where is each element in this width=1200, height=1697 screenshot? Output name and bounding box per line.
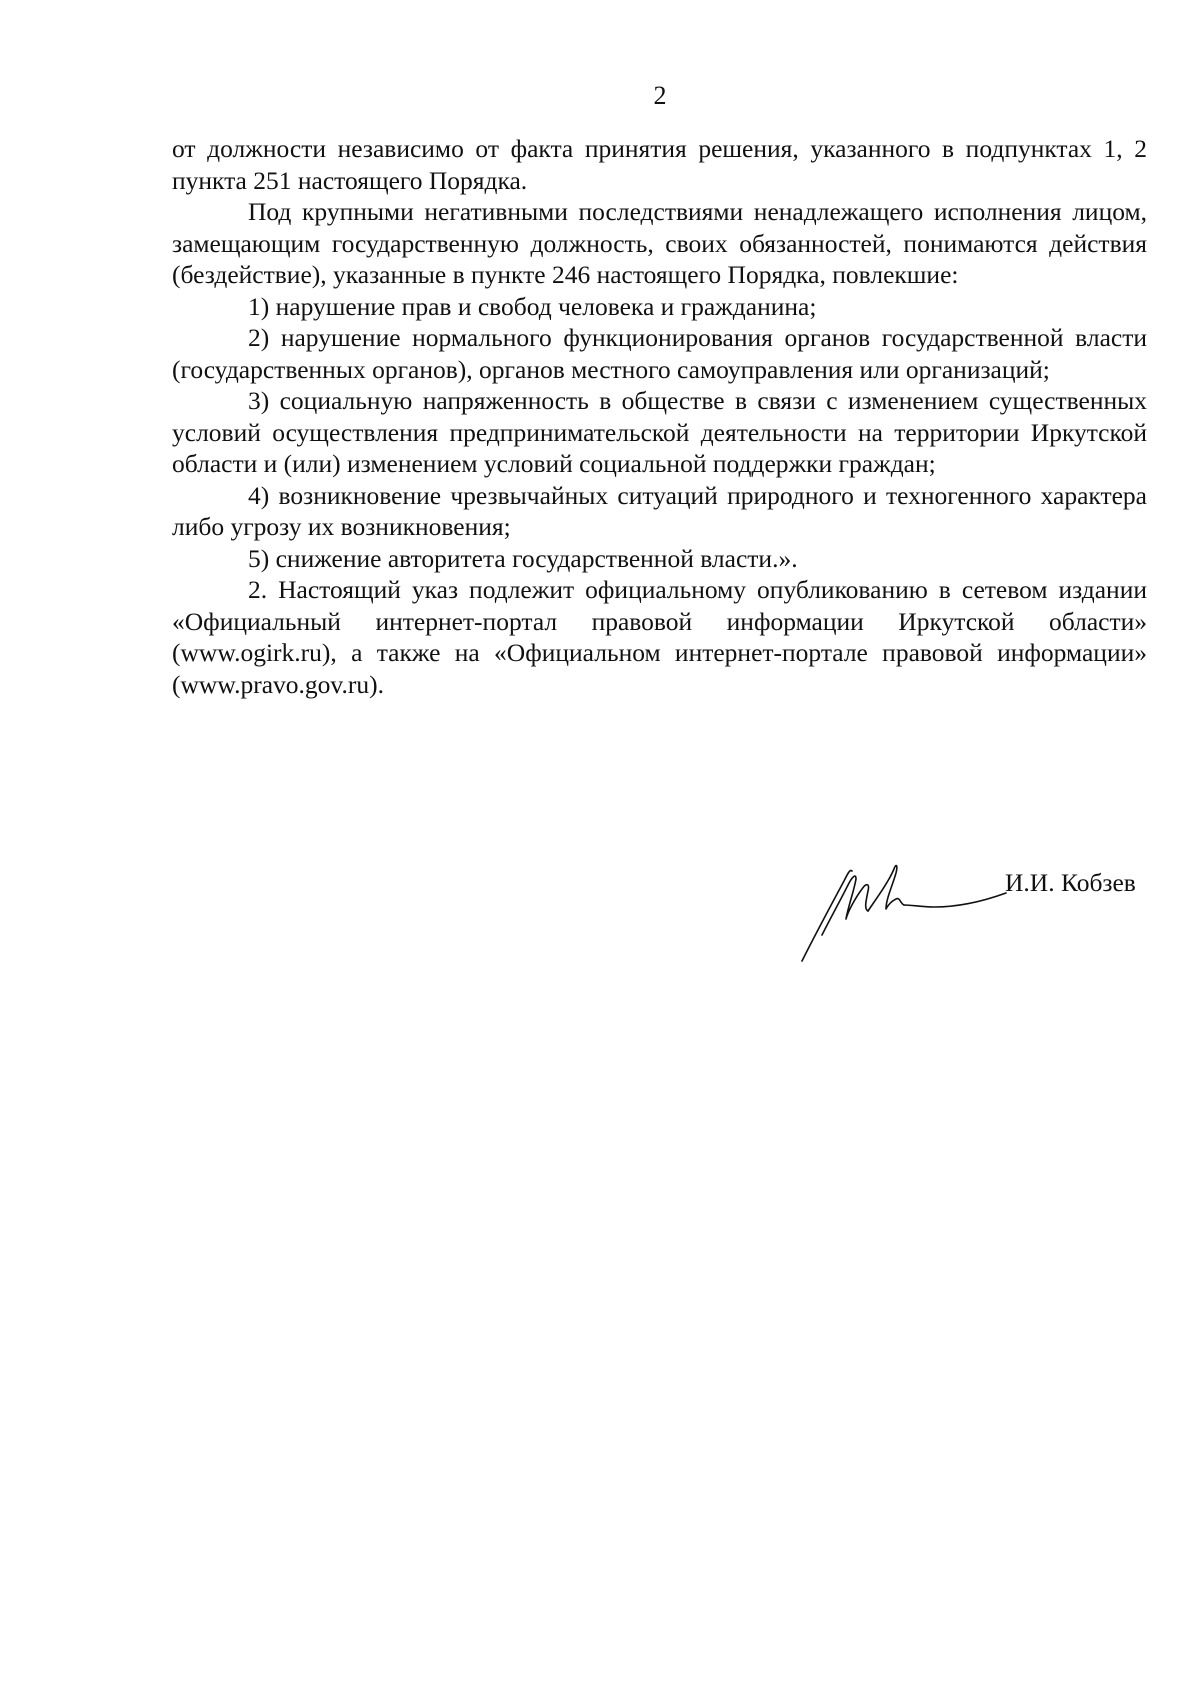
list-item-5: 5) снижение авторитета государственной власти.». xyxy=(248,543,798,573)
list-item-4: 4) возникновение чрезвычайных ситуаций природного и техногенного характера либо угрозу их возникновения; xyxy=(172,480,1147,541)
paragraph-2: Под крупными негативными последствиями ненадлежащего исполнения лицом, замещающим государственную должность, своих обязанностей, понимаются действия (бездействие), указанные в пункте 246 настоящего Порядка, повлекшие: xyxy=(172,197,1147,289)
list-item-3: 3) социальную напряженность в обществе в связи с изменением существенных условий осуществления предпринимательской деятельности на территории Иркутской области и (или) изменением условий социальной поддержки граждан; xyxy=(172,386,1147,478)
list-item-1: 1) нарушение прав и свобод человека и гражданина; xyxy=(248,291,817,321)
page-number: 2 xyxy=(653,81,667,110)
signature-block xyxy=(800,855,1160,965)
list-item-2: 2) нарушение нормального функционирования органов государственной власти (государственных органов), органов местного самоуправления или организаций; xyxy=(172,323,1147,384)
paragraph-1: от должности независимо от факта принятия решения, указанного в подпунктах 1, 2 пункта 251 настоящего Порядка. xyxy=(172,134,1147,195)
handwritten-signature-icon xyxy=(800,855,1010,965)
signer-name: И.И. Кобзев xyxy=(1005,868,1136,897)
paragraph-publication: 2. Настоящий указ подлежит официальному опубликованию в сетевом издании «Официальный интернет-портал правовой информации Иркутской области» (www.ogirk.ru), а также на «Официальном интернет-портале правовой информации» (www.pravo.gov.ru). xyxy=(172,575,1147,699)
document-body xyxy=(172,133,1147,700)
